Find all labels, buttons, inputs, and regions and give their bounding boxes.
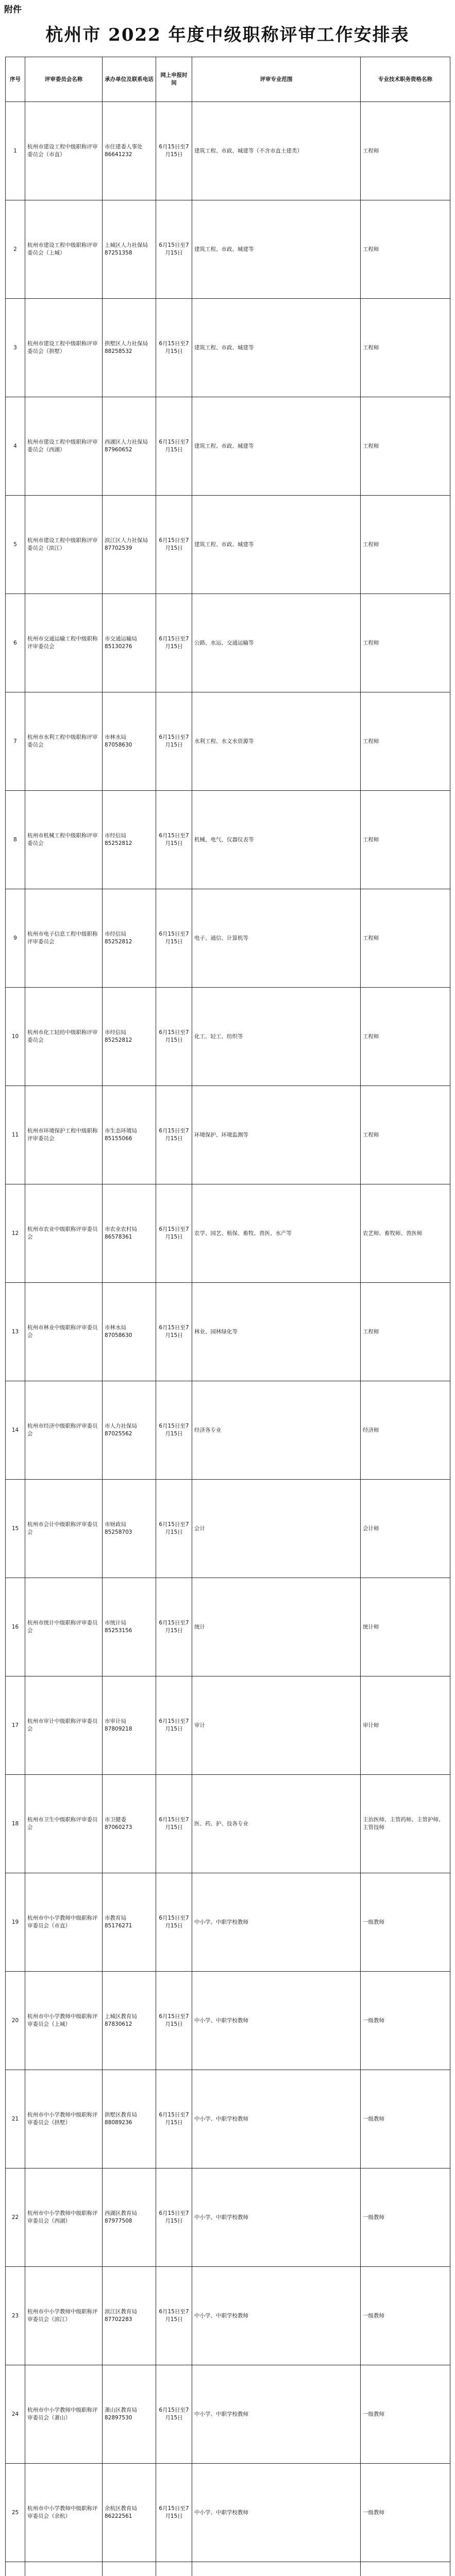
row-committee: 杭州市化工轻纺中级职称评审委员会: [25, 988, 103, 1086]
row-scope: 医、药、护、技各专业: [192, 1775, 361, 1873]
row-series: 工程师: [361, 299, 450, 397]
row-scope: 中小学、中职学校教师: [192, 2365, 361, 2464]
row-organizer: 市经信局 85252812: [103, 791, 156, 889]
table-row: [6, 1283, 450, 1381]
row-apply-time: 6月15日至7月15日: [156, 1775, 192, 1873]
table-row: [6, 102, 450, 200]
row-scope: 经济各专业: [192, 1381, 361, 1480]
row-apply-time: 6月15日至7月15日: [156, 889, 192, 988]
row-index: 5: [6, 496, 25, 594]
row-series: 工程师: [361, 397, 450, 496]
row-series: 统计师: [361, 1578, 450, 1676]
table-row: [6, 299, 450, 397]
table-row: [6, 200, 450, 299]
row-scope: 建筑工程、市政、城建等: [192, 299, 361, 397]
row-organizer: 西湖区人力社保局 87960652: [103, 397, 156, 496]
row-organizer: 滨江区人力社保局 87702539: [103, 496, 156, 594]
row-organizer: 余杭区教育局 86222561: [103, 2464, 156, 2562]
row-series: 一级教师: [361, 1972, 450, 2070]
header-index: 序号: [6, 57, 25, 102]
table-row: [6, 1578, 450, 1676]
row-index: 3: [6, 299, 25, 397]
row-series: 工程师: [361, 988, 450, 1086]
row-organizer: 拱墅区教育局 88089236: [103, 2070, 156, 2168]
row-index: 20: [6, 1972, 25, 2070]
header-series: 专业技术职务资格名称: [361, 57, 450, 102]
row-series: 工程师: [361, 791, 450, 889]
row-committee: 杭州市统计中级职称评审委员会: [25, 1578, 103, 1676]
row-organizer: 上城区人力社保局 87251358: [103, 200, 156, 299]
row-index: 25: [6, 2464, 25, 2562]
row-series: [361, 2562, 450, 2576]
row-committee: 杭州市建设工程中级职称评审委员会（上城）: [25, 200, 103, 299]
row-scope: 中小学、中职学校教师: [192, 1873, 361, 1972]
row-organizer: 市财政局 85258703: [103, 1480, 156, 1578]
row-organizer: 市经信局 85252812: [103, 889, 156, 988]
row-committee: 杭州市建设工程中级职称评审委员会（西湖）: [25, 397, 103, 496]
page-title: 杭州市 2022 年度中级职称评审工作安排表: [45, 25, 410, 45]
row-apply-time: 6月15日至7月15日: [156, 2365, 192, 2464]
row-index: 6: [6, 594, 25, 692]
row-scope: 中小学、中职学校教师: [192, 2464, 361, 2562]
row-organizer: 市卫健委 87060273: [103, 1775, 156, 1873]
table-row: [6, 1086, 450, 1184]
row-apply-time: 6月15日至7月15日: [156, 1972, 192, 2070]
row-committee: 杭州市审计中级职称评审委员会: [25, 1676, 103, 1775]
row-scope: 建筑工程、市政、城建等: [192, 397, 361, 496]
row-series: 审计师: [361, 1676, 450, 1775]
row-series: 工程师: [361, 1086, 450, 1184]
row-scope: 建筑工程、市政、城建等: [192, 200, 361, 299]
row-index: 15: [6, 1480, 25, 1578]
row-committee: 杭州市会计中级职称评审委员会: [25, 1480, 103, 1578]
row-scope: 中小学、中职学校教师: [192, 2267, 361, 2365]
row-scope: 建筑工程、市政、城建等: [192, 496, 361, 594]
row-committee: 杭州市农业中级职称评审委员会: [25, 1184, 103, 1283]
row-scope: 机械、电气、仪器仪表等: [192, 791, 361, 889]
row-organizer: 萧山区教育局 82897530: [103, 2365, 156, 2464]
row-apply-time: 6月15日至7月15日: [156, 2464, 192, 2562]
row-apply-time: 6月15日至7月15日: [156, 2070, 192, 2168]
row-organizer: 西湖区教育局 87977508: [103, 2168, 156, 2267]
table-row: [6, 496, 450, 594]
row-apply-time: 6月15日至7月15日: [156, 102, 192, 200]
table-row: [6, 397, 450, 496]
table-row: [6, 2267, 450, 2365]
row-committee: 杭州市中小学教师中级职称评审委员会（西湖）: [25, 2168, 103, 2267]
row-scope: 统计: [192, 1578, 361, 1676]
row-committee: [25, 2562, 103, 2576]
row-index: [6, 2562, 25, 2576]
table-row: [6, 2168, 450, 2267]
row-scope: 水利工程、水文水资源等: [192, 692, 361, 791]
row-scope: 建筑工程、市政、城建等（不含市直土建类）: [192, 102, 361, 200]
table-row: [6, 2464, 450, 2562]
row-committee: 杭州市中小学教师中级职称评审委员会（拱墅）: [25, 2070, 103, 2168]
row-series: 工程师: [361, 200, 450, 299]
table-row: [6, 2562, 450, 2576]
table-row: [6, 1676, 450, 1775]
table-row: [6, 791, 450, 889]
row-index: 16: [6, 1578, 25, 1676]
row-series: 一级教师: [361, 2070, 450, 2168]
row-committee: 杭州市中小学教师中级职称评审委员会（上城）: [25, 1972, 103, 2070]
row-apply-time: 6月15日至7月15日: [156, 1873, 192, 1972]
row-organizer: 市经信局 85252812: [103, 988, 156, 1086]
row-apply-time: 6月15日至7月15日: [156, 791, 192, 889]
table-header-row: [6, 57, 450, 102]
row-series: 工程师: [361, 496, 450, 594]
table-row: [6, 1184, 450, 1283]
row-series: 经济师: [361, 1381, 450, 1480]
row-index: 4: [6, 397, 25, 496]
row-index: 7: [6, 692, 25, 791]
row-organizer: 市林水局 87058630: [103, 692, 156, 791]
header-apply-time: 网上申报时间: [156, 57, 192, 102]
row-index: 11: [6, 1086, 25, 1184]
row-apply-time: 6月15日至7月15日: [156, 1184, 192, 1283]
row-scope: 化工、轻工、纺织等: [192, 988, 361, 1086]
row-organizer: 市统计局 85253156: [103, 1578, 156, 1676]
table-row: [6, 1972, 450, 2070]
row-apply-time: 6月15日至7月15日: [156, 299, 192, 397]
row-index: 22: [6, 2168, 25, 2267]
row-organizer: 市林水局 87058630: [103, 1283, 156, 1381]
table-row: [6, 1873, 450, 1972]
row-apply-time: 6月15日至7月15日: [156, 496, 192, 594]
row-series: 一级教师: [361, 2267, 450, 2365]
row-index: 2: [6, 200, 25, 299]
row-series: 一级教师: [361, 2464, 450, 2562]
row-index: 1: [6, 102, 25, 200]
row-series: 一级教师: [361, 2365, 450, 2464]
row-apply-time: 6月15日至7月15日: [156, 1086, 192, 1184]
row-committee: 杭州市中小学教师中级职称评审委员会（滨江）: [25, 2267, 103, 2365]
row-scope: 电子、通信、计算机等: [192, 889, 361, 988]
row-index: 13: [6, 1283, 25, 1381]
row-series: 一级教师: [361, 2168, 450, 2267]
row-apply-time: 6月15日至7月15日: [156, 1578, 192, 1676]
table-row: [6, 1480, 450, 1578]
row-committee: 杭州市建设工程中级职称评审委员会（拱墅）: [25, 299, 103, 397]
row-scope: 中小学、中职学校教师: [192, 1972, 361, 2070]
row-scope: 会计: [192, 1480, 361, 1578]
row-organizer: 上城区教育局 87830612: [103, 1972, 156, 2070]
attachment-label: 附件: [4, 5, 22, 15]
row-committee: 杭州市电子信息工程中级职称评审委员会: [25, 889, 103, 988]
row-organizer: 市住建委人事处 86641232: [103, 102, 156, 200]
table-row: [6, 889, 450, 988]
row-series: 工程师: [361, 102, 450, 200]
header-scope: 评审专业范围: [192, 57, 361, 102]
row-series: 一级教师: [361, 1873, 450, 1972]
row-apply-time: 6月15日至7月15日: [156, 1676, 192, 1775]
schedule-table: [5, 57, 450, 2576]
row-index: 14: [6, 1381, 25, 1480]
row-committee: 杭州市经济中级职称评审委员会: [25, 1381, 103, 1480]
row-scope: 公路、水运、交通运输等: [192, 594, 361, 692]
row-index: 10: [6, 988, 25, 1086]
row-apply-time: 6月15日至7月15日: [156, 200, 192, 299]
row-series: 工程师: [361, 1283, 450, 1381]
row-index: 23: [6, 2267, 25, 2365]
table-row: [6, 2070, 450, 2168]
row-apply-time: 6月15日至7月15日: [156, 2168, 192, 2267]
row-scope: 环境保护、环境监测等: [192, 1086, 361, 1184]
row-committee: 杭州市卫生中级职称评审委员会: [25, 1775, 103, 1873]
table-row: [6, 988, 450, 1086]
row-index: 18: [6, 1775, 25, 1873]
row-index: 24: [6, 2365, 25, 2464]
row-committee: 杭州市中小学教师中级职称评审委员会（市直）: [25, 1873, 103, 1972]
row-series: 工程师: [361, 889, 450, 988]
row-apply-time: 6月15日至7月15日: [156, 397, 192, 496]
row-index: 17: [6, 1676, 25, 1775]
row-organizer: 市交通运输局 85130276: [103, 594, 156, 692]
row-scope: 中小学、中职学校教师: [192, 2070, 361, 2168]
row-scope: 审计: [192, 1676, 361, 1775]
row-organizer: 滨江区教育局 87702283: [103, 2267, 156, 2365]
row-organizer: 市审计局 87809218: [103, 1676, 156, 1775]
row-apply-time: 6月15日至7月15日: [156, 1283, 192, 1381]
table-row: [6, 1775, 450, 1873]
row-organizer: [103, 2562, 156, 2576]
row-organizer: 市农业农村局 86578361: [103, 1184, 156, 1283]
row-index: 19: [6, 1873, 25, 1972]
row-apply-time: 6月15日至7月15日: [156, 1480, 192, 1578]
row-committee: 杭州市中小学教师中级职称评审委员会（余杭）: [25, 2464, 103, 2562]
table-row: [6, 594, 450, 692]
row-series: 主治医师、主管药师、主管护师、主管技师: [361, 1775, 450, 1873]
row-index: 9: [6, 889, 25, 988]
row-organizer: 市人力社保局 87025562: [103, 1381, 156, 1480]
row-apply-time: 6月15日至7月15日: [156, 594, 192, 692]
row-series: 工程师: [361, 594, 450, 692]
header-committee: 评审委员会名称: [25, 57, 103, 102]
row-scope: [192, 2562, 361, 2576]
row-scope: 中小学、中职学校教师: [192, 2168, 361, 2267]
row-series: 工程师: [361, 692, 450, 791]
row-committee: 杭州市环境保护工程中级职称评审委员会: [25, 1086, 103, 1184]
table-row: [6, 692, 450, 791]
table-row: [6, 2365, 450, 2464]
row-apply-time: 6月15日至7月15日: [156, 1381, 192, 1480]
row-index: 8: [6, 791, 25, 889]
row-committee: 杭州市建设工程中级职称评审委员会（市直）: [25, 102, 103, 200]
row-index: 12: [6, 1184, 25, 1283]
table-row: [6, 1381, 450, 1480]
row-apply-time: 6月15日至7月15日: [156, 988, 192, 1086]
row-organizer: 拱墅区人力社保局 88258532: [103, 299, 156, 397]
row-committee: 杭州市水利工程中级职称评审委员会: [25, 692, 103, 791]
row-scope: 林业、园林绿化等: [192, 1283, 361, 1381]
row-apply-time: 6月15日至7月15日: [156, 692, 192, 791]
row-organizer: 市教育局 85176271: [103, 1873, 156, 1972]
row-apply-time: [156, 2562, 192, 2576]
row-series: 会计师: [361, 1480, 450, 1578]
row-committee: 杭州市林业中级职称评审委员会: [25, 1283, 103, 1381]
row-committee: 杭州市交通运输工程中级职称评审委员会: [25, 594, 103, 692]
row-organizer: 市生态环境局 85155066: [103, 1086, 156, 1184]
row-series: 农艺师、畜牧师、兽医师: [361, 1184, 450, 1283]
row-scope: 农学、园艺、植保、畜牧、兽医、水产等: [192, 1184, 361, 1283]
row-committee: 杭州市中小学教师中级职称评审委员会（萧山）: [25, 2365, 103, 2464]
row-apply-time: 6月15日至7月15日: [156, 2267, 192, 2365]
table-body: [6, 102, 450, 2576]
header-organizer: 承办单位及联系电话: [103, 57, 156, 102]
row-committee: 杭州市机械工程中级职称评审委员会: [25, 791, 103, 889]
row-index: 21: [6, 2070, 25, 2168]
row-committee: 杭州市建设工程中级职称评审委员会（滨江）: [25, 496, 103, 594]
